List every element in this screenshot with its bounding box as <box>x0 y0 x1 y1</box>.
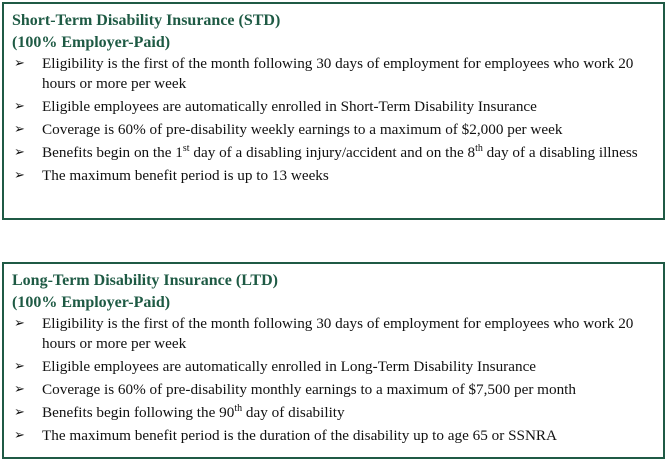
arrowhead-bullet-icon: ➢ <box>14 359 25 374</box>
std-title: Short-Term Disability Insurance (STD) <box>12 12 281 29</box>
list-item: ➢ Coverage is 60% of pre-disability monthly earnings to a maximum of $7,500 per month <box>14 381 576 398</box>
arrowhead-bullet-icon: ➢ <box>14 316 25 331</box>
std-section <box>2 2 665 220</box>
arrowhead-bullet-icon: ➢ <box>14 168 25 183</box>
list-item: ➢ Eligible employees are automatically enrolled in Short-Term Disability Insurance <box>14 98 537 115</box>
list-item: ➢ Benefits begin on the 1st day of a disabling injury/accident and on the 8th day of a disabling illness <box>14 142 638 161</box>
list-item: ➢ Eligibility is the first of the month following 30 days of employment for employees who work 20 hours or more per week <box>14 55 634 92</box>
arrowhead-bullet-icon: ➢ <box>14 122 25 137</box>
ltd-benefit-list <box>12 314 655 446</box>
arrowhead-bullet-icon: ➢ <box>14 56 25 71</box>
arrowhead-bullet-icon: ➢ <box>14 405 25 420</box>
ltd-section <box>2 262 665 459</box>
list-item: ➢ Eligible employees are automatically enrolled in Long-Term Disability Insurance <box>14 358 537 375</box>
list-item: ➢ Benefits begin following the 90th day of disability <box>14 402 345 421</box>
list-item: ➢ The maximum benefit period is the duration of the disability up to age 65 or SSNRA <box>14 427 558 444</box>
list-item: ➢ The maximum benefit period is up to 13 weeks <box>14 167 329 184</box>
list-item: ➢ Coverage is 60% of pre-disability weekly earnings to a maximum of $2,000 per week <box>14 121 563 138</box>
std-benefit-list <box>12 54 655 186</box>
arrowhead-bullet-icon: ➢ <box>14 382 25 397</box>
arrowhead-bullet-icon: ➢ <box>14 428 25 443</box>
arrowhead-bullet-icon: ➢ <box>14 99 25 114</box>
arrowhead-bullet-icon: ➢ <box>14 145 25 160</box>
list-item: ➢ Eligibility is the first of the month following 30 days of employment for employees who work 20 hours or more per week <box>14 315 634 352</box>
std-subtitle: (100% Employer-Paid) <box>12 34 171 51</box>
ltd-subtitle: (100% Employer-Paid) <box>12 294 171 311</box>
ltd-title: Long-Term Disability Insurance (LTD) <box>12 272 278 289</box>
